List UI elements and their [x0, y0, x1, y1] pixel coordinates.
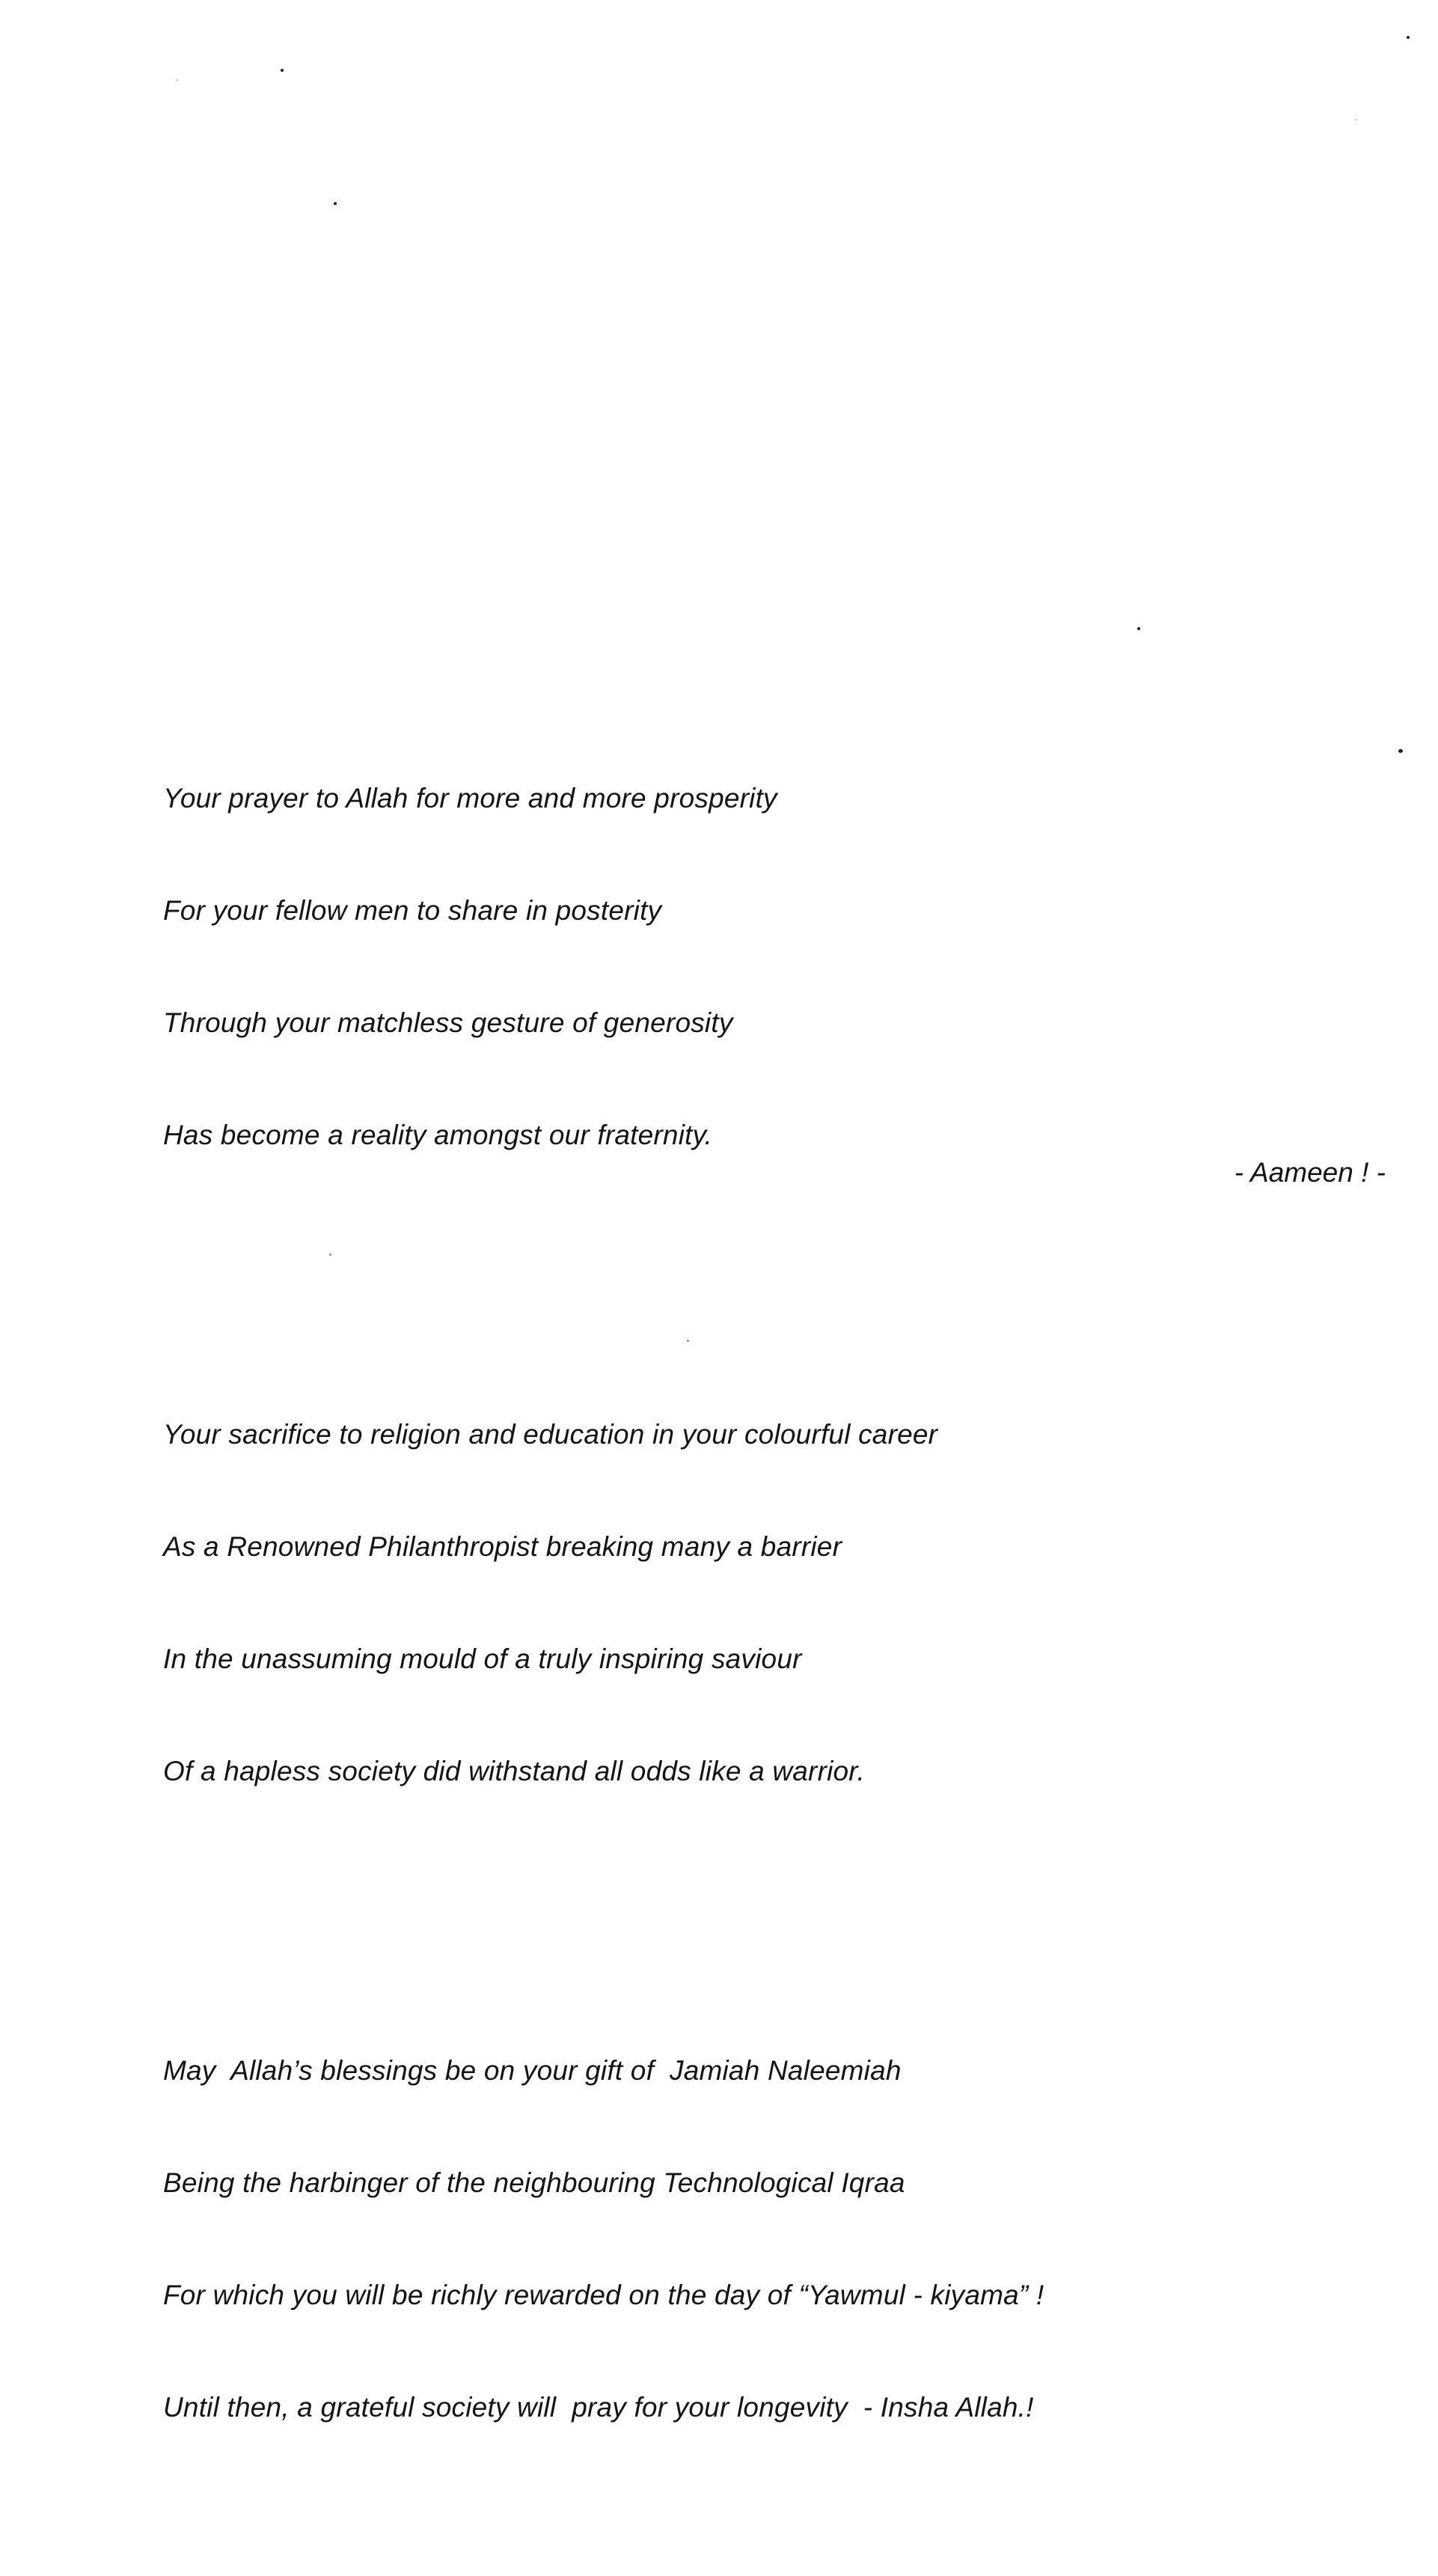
scan-speck — [281, 69, 284, 72]
stanza-2 — [163, 1341, 1285, 1865]
scan-speck — [334, 202, 337, 205]
scan-speck — [177, 79, 178, 81]
scan-speck — [1398, 749, 1403, 753]
poem-line: Being the harbinger of the neighbouring Technological Iqraa — [163, 2167, 905, 2198]
stanza-3 — [163, 1977, 1285, 2501]
stanza-1 — [163, 705, 1285, 1229]
poem — [163, 630, 1285, 2576]
poem-line: Of a hapless society did withstand all odds like a warrior. — [163, 1756, 865, 1786]
poem-line: Your prayer to Allah for more and more prosperity — [163, 783, 777, 814]
scan-speck — [1355, 119, 1356, 120]
poem-line: For your fellow men to share in posterity — [163, 895, 662, 926]
poem-line: As a Renowned Philanthropist breaking many a barrier — [163, 1531, 842, 1562]
signoff: - Aameen ! - — [1234, 1157, 1386, 1188]
poem-line: For which you will be richly rewarded on the day of “Yawmul - kiyama” ! — [163, 2280, 1044, 2310]
poem-line: Your sacrifice to religion and education in your colourful career — [163, 1419, 938, 1450]
poem-line: Through your matchless gesture of generosity — [163, 1007, 733, 1038]
scan-speck — [1407, 36, 1410, 39]
poem-line: Until then, a grateful society will pray for your longevity - Insha Allah.! — [163, 2392, 1034, 2423]
poem-line: In the unassuming mould of a truly inspiring saviour — [163, 1643, 802, 1674]
poem-line: May Allah’s blessings be on your gift of Jamiah Naleemiah — [163, 2055, 902, 2086]
poem-line: Has become a reality amongst our fraternity. — [163, 1120, 713, 1150]
